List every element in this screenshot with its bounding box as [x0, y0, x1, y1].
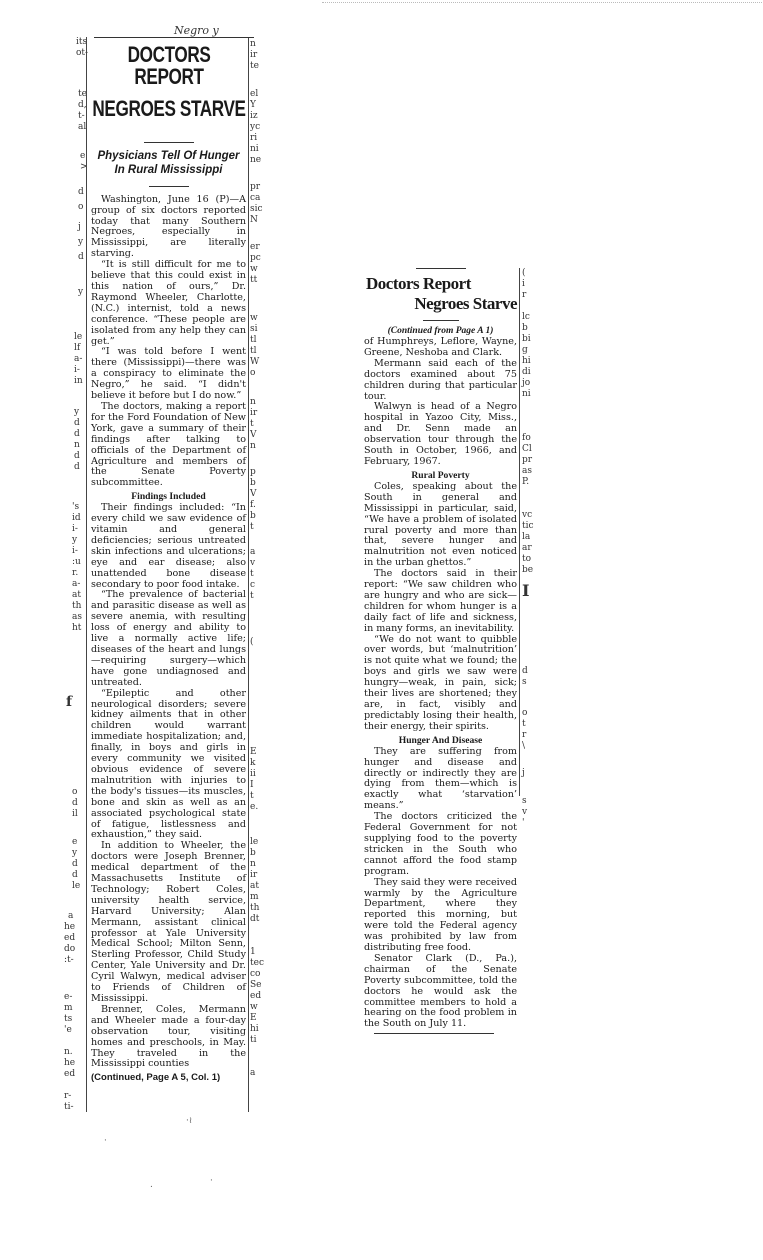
article-left	[91, 40, 246, 1083]
paragraph: The doctors criticized the Federal Government for not supplying food to the poverty stricken in the South who cannot afford the food stamp program.	[364, 811, 517, 877]
paragraph: In addition to Wheeler, the doctors were Joseph Brenner, medical department of the Massachusetts Institute of Technology; Robert Coles, university health service, Harvard University; Alan Mermann, assistant clinical professor at Yale University Medical School; Milton Senn, Sterling Professor, Child Study Center, Yale University and Dr. Cyril Walwyn, medical adviser to Friends of Children of Mississippi.	[91, 840, 246, 1004]
lower-right-fragments: s v '	[522, 796, 528, 828]
masthead-fragment: Negro y	[174, 24, 219, 37]
paragraph: of Humphreys, Leflore, Wayne, Greene, Neshoba and Clark.	[364, 336, 517, 358]
subhead-line1: Physicians Tell Of Hunger	[97, 150, 240, 162]
section-title: Hunger And Disease	[398, 734, 483, 746]
column-rule-right	[248, 37, 249, 1112]
stray-mark: ·	[210, 1176, 213, 1186]
headline-line2: NEGROES STARVE	[92, 96, 246, 121]
paragraph: Senator Clark (D., Pa.), chairman of the Senate Poverty subcommittee, told the doctors he would ask the committee members to hold a hearing on the food problem in the South on July 11.	[364, 952, 517, 1030]
subhead-line2: In Rural Mississippi	[114, 164, 223, 177]
column-rule-left	[86, 37, 87, 1112]
paragraph: “I was told before I went there (Mississippi)—there was a conspiracy to eliminate the Negro,” he said. “I didn't believe it before but I do now.”	[91, 346, 246, 402]
paragraph: Washington, June 16 (P)—A group of six doctors reported today that many Southern Negroes, especially in Mississippi, are literally starving.	[91, 193, 246, 260]
paragraph: “It is still difficult for me to believe that this could exist in this nation of ours,” Dr. Raymond Wheeler, Charlotte, (N.C.) internist, told a news conference. “These people are isolated from any help they can get.”	[91, 259, 246, 347]
stray-mark: ·	[104, 1136, 107, 1146]
stray-mark: ·≀	[186, 1116, 193, 1126]
paragraph: “We do not want to quibble over words, but ‘malnutrition’ is not quite what we found; the boys and girls we saw were hungry—weak, in pain, sick; their lives are shortened; they are, in fact, visibly and predictably losing their health, their energy, their spirits.	[364, 633, 517, 732]
clipping-left	[64, 22, 264, 1112]
paragraph: Mermann said each of the doctors examined about 75 children during that particular tour.	[364, 357, 517, 402]
headline-line1: Doctors Report	[366, 274, 471, 293]
right-edge-fragments: n ir te el Y iz yc ri ni ne pr ca sic N er pc w tt w si tl tl W o n ir t V n p b V f. b t a v t c t ( E k ii I t e. le b n ir at m th dt 1 tec co Se ed w E hi ti a	[250, 39, 264, 1078]
right-edge-fragments: ( i r lc b bi g hi di jo ni fo Cl pr as P. vc tic la ar to be I d s o t r \ j	[522, 268, 534, 778]
stray-mark: .	[150, 1180, 153, 1190]
headline-line2: Negroes Starve	[414, 294, 517, 313]
paragraph: Their findings included: “In every child we saw evidence of vitamin and general deficiencies; serious untreated skin infections and ulcerations; eye and ear disease; also unattended bone disease secondary to poor food intake.	[91, 502, 246, 590]
paragraph: “Epileptic and other neurological disorders; severe kidney ailments that in other children would warrant immediate hospitalization; and, finally, in boys and girls in every community we visited obvious evidence of severe malnutrition with injuries to the body's tissues—its muscles, bone and skin as well as an associated psychological state of fatigue, listlessness and exhaustion,” they said.	[91, 687, 246, 841]
headline-line1: DOCTORS REPORT	[127, 42, 211, 89]
paragraph: “The prevalence of bacterial and parasitic disease as well as severe anemia, with resulting loss of energy and ability to live a normally active life; diseases of the heart and lungs—requiring surgery—which have gone undiagnosed and untreated.	[91, 589, 246, 688]
paragraph: The doctors said in their report: “We saw children who are hungry and who are sick—children for whom hunger is a daily fact of life and sickness, in many forms, an inevitability.	[364, 568, 517, 634]
paragraph: They said they were received warmly by the Agriculture Department, where they reported this morning, but were told the Federal agency was prohibited by law from distributing free food.	[364, 876, 517, 954]
continued-line: (Continued, Page A 5, Col. 1)	[91, 1072, 221, 1084]
paragraph: Brenner, Coles, Mermann and Wheeler made a four-day observation tour, visiting homes and preschools, in May. They traveled in the Mississippi counties	[91, 1003, 246, 1070]
section-title: Findings Included	[131, 491, 206, 503]
column-rule-right	[519, 268, 520, 796]
paragraph: Coles, speaking about the South in general and Mississippi in particular, said, “We have a problem of isolated rural poverty and more than that, severe hunger and malnutrition not even noticed in the urban ghettos.”	[364, 480, 517, 569]
paragraph: Walwyn is head of a Negro hospital in Yazoo City, Miss., and Dr. Senn made an observation tour through the South in October, 1966, and February, 1967.	[364, 401, 517, 467]
paragraph: The doctors, making a report for the Ford Foundation of New York, gave a summary of their findings after talking to officials of the Department of Agriculture and members of the Senate Poverty subcommittee.	[91, 400, 246, 489]
article-right	[364, 260, 517, 1034]
top-dotted-line	[322, 2, 762, 3]
continued-from: (Continued from Page A 1)	[387, 326, 494, 336]
left-edge-fragments: its ot- te d, t- al e > d o j y d y le lf a- i- in y d d n d d 's id i- y i- :u r. a- at th as ht f o d il e y d d le a he ed do :t- e- m ts 'e n. he ed r- ti-	[64, 37, 89, 1112]
paragraph: They are suffering from hunger and disease and directly or indirectly they are dying from them—which is exactly what ‘starvation’ means.”	[364, 745, 517, 812]
section-title: Rural Poverty	[411, 469, 470, 481]
